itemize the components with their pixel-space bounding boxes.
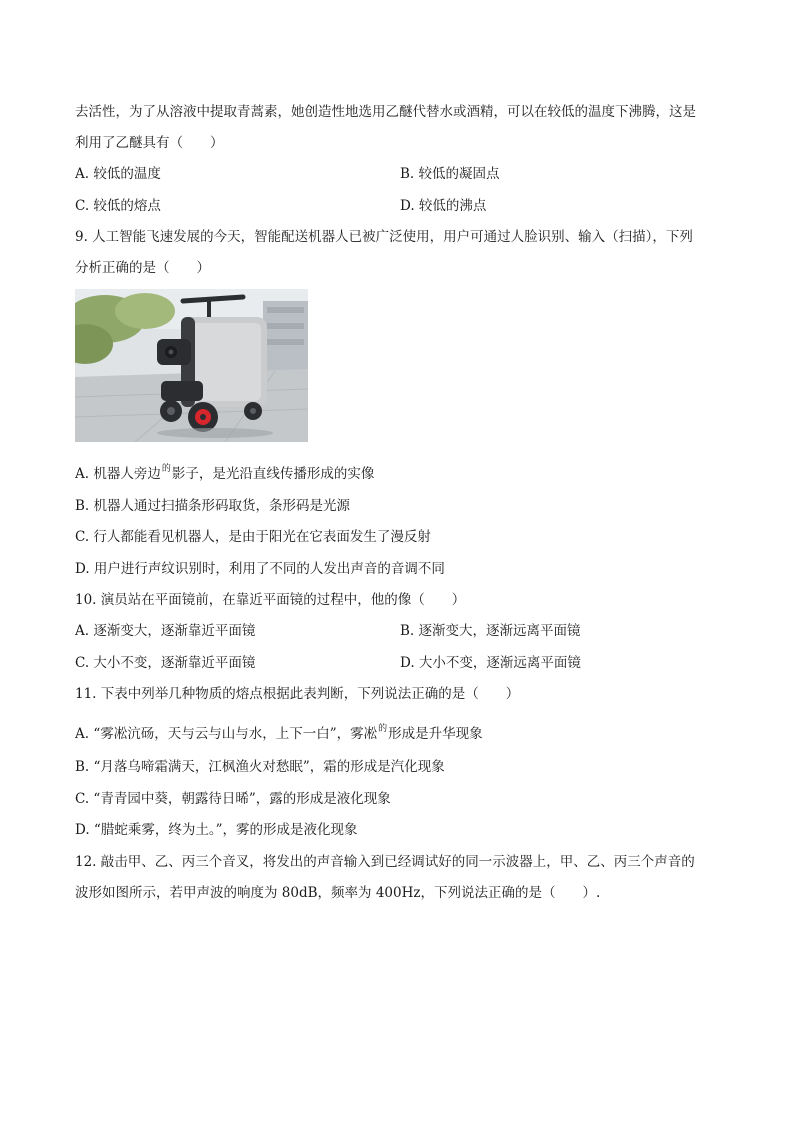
q9-option-d: D. 用户进行声纹识别时，利用了不同的人发出声音的音调不同: [75, 561, 445, 577]
q11-option-a-text-pre: A. “雾凇沆砀，天与云与山与水，上下一白”，雾凇: [75, 726, 378, 742]
q11-stem: 11. 下表中列举几种物质的熔点根据此表判断，下列说法正确的是（ ）: [75, 686, 520, 702]
q8-option-d: D. 较低的沸点: [400, 198, 487, 214]
q11-option-a-text-post: 形成是升华现象: [388, 726, 483, 742]
q10-option-a: A. 逐渐变大，逐渐靠近平面镜: [75, 623, 256, 639]
q12-stem-line-1: 12. 敲击甲、乙、丙三个音叉，将发出的声音输入到已经调试好的同一示波器上，甲、乙、丙三个声音的: [75, 854, 695, 870]
q9-option-a-text-pre: A. 机器人旁边: [75, 466, 161, 482]
q8-continuation-line-2: 利用了乙醚具有（ ）: [75, 135, 224, 151]
q11-option-c: C. “青青园中葵，朝露待日晞”，露的形成是液化现象: [75, 791, 391, 807]
q10-option-b: B. 逐渐变大，逐渐远离平面镜: [400, 623, 581, 639]
q8-option-c: C. 较低的熔点: [75, 198, 161, 214]
q9-option-a-superscript: 的: [161, 464, 171, 474]
q11-option-d: D. “腊蛇乘雾，终为土。”，雾的形成是液化现象: [75, 822, 358, 838]
q9-option-a-text-post: 影子，是光沿直线传播形成的实像: [171, 466, 375, 482]
q9-stem-line-1: 9. 人工智能飞速发展的今天，智能配送机器人已被广泛使用，用户可通过人脸识别、输入（扫描），下列: [75, 229, 693, 245]
q9-stem-line-2: 分析正确的是（ ）: [75, 260, 210, 276]
q8-option-b: B. 较低的凝固点: [400, 166, 500, 182]
q9-option-b: B. 机器人通过扫描条形码取货，条形码是光源: [75, 498, 351, 514]
q10-option-c: C. 大小不变，逐渐靠近平面镜: [75, 655, 256, 671]
q9-option-c: C. 行人都能看见机器人，是由于阳光在它表面发生了漫反射: [75, 529, 431, 545]
delivery-robot-photo: [75, 289, 308, 442]
q10-option-d: D. 大小不变，逐渐远离平面镜: [400, 655, 581, 671]
q11-option-a: [75, 725, 483, 745]
q11-option-b: B. “月落乌啼霜满天，江枫渔火对愁眠”，霜的形成是汽化现象: [75, 759, 445, 775]
q8-continuation-line-1: 去活性，为了从溶液中提取青蒿素，她创造性地选用乙醚代替水或酒精，可以在较低的温度下沸腾，这是: [75, 104, 696, 120]
q11-option-a-superscript: 的: [378, 724, 388, 734]
q10-stem: 10. 演员站在平面镜前，在靠近平面镜的过程中，他的像（ ）: [75, 592, 466, 608]
q12-stem-line-2: 波形如图所示，若甲声波的响度为 80dB，频率为 400Hz，下列说法正确的是（ ）.: [75, 885, 601, 901]
q9-option-a: [75, 465, 374, 485]
q8-option-a: A. 较低的温度: [75, 166, 161, 182]
